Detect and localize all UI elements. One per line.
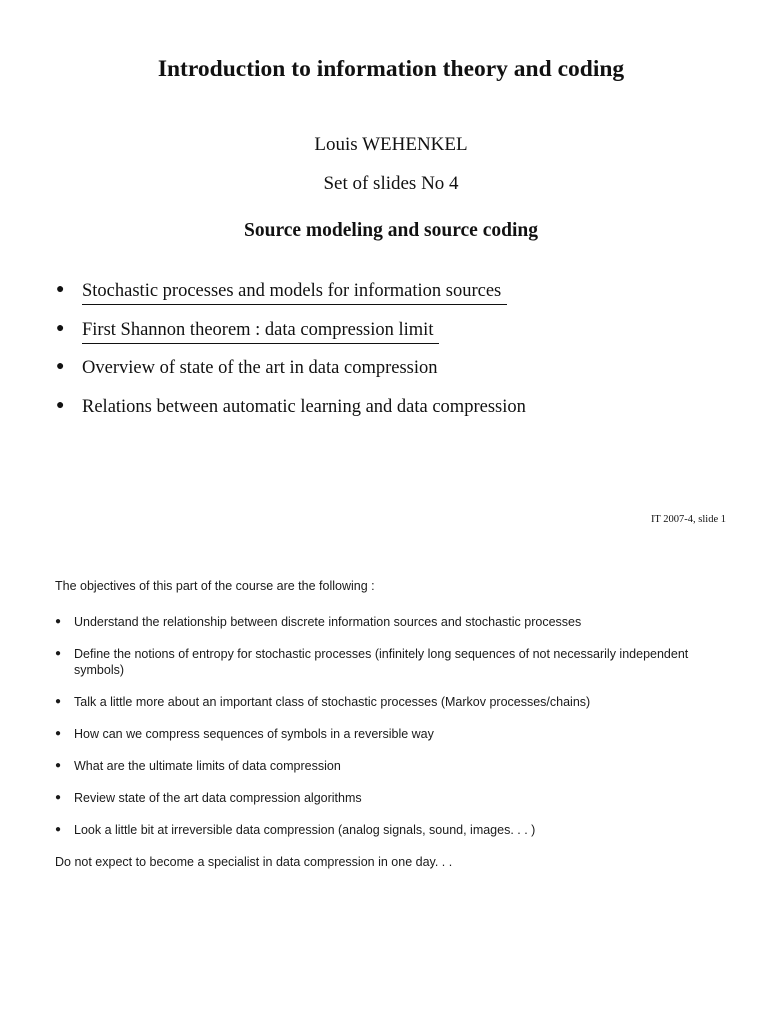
bullet-dot-icon: ●: [56, 359, 65, 374]
notes-list-item: [55, 726, 735, 742]
notes-list-item: [55, 646, 735, 678]
notes-item-text: Talk a little more about an important class of stochastic processes (Markov processes/chains): [74, 695, 591, 709]
slide-bullet-text: First Shannon theorem : data compression limit: [82, 318, 439, 344]
bullet-dot-icon: ●: [55, 728, 62, 739]
speaker-notes: [55, 578, 735, 870]
notes-list-item: [55, 790, 735, 806]
notes-outro: Do not expect to become a specialist in data compression in one day. . .: [55, 855, 453, 869]
notes-item-text: Define the notions of entropy for stochastic processes (infinitely long sequences of not necessarily independent symbols): [74, 647, 689, 677]
notes-list: [55, 614, 735, 838]
notes-item-text: Review state of the art data compression algorithms: [74, 791, 362, 805]
notes-list-item: [55, 758, 735, 774]
bullet-dot-icon: ●: [55, 648, 62, 659]
slide-bullet-text: Overview of state of the art in data compression: [82, 358, 438, 378]
notes-intro: The objectives of this part of the course are the following :: [55, 579, 375, 593]
bullet-dot-icon: ●: [55, 616, 62, 627]
bullet-dot-icon: ●: [55, 696, 62, 707]
slide-title: Introduction to information theory and coding: [157, 56, 625, 82]
notes-list-item: [55, 694, 735, 710]
slide-subtitle: Source modeling and source coding: [244, 220, 538, 241]
slide-footer: IT 2007-4, slide 1: [650, 514, 726, 525]
slide-bullet-text: Relations between automatic learning and data compression: [82, 396, 526, 417]
bullet-dot-icon: ●: [56, 397, 65, 413]
bullet-dot-icon: ●: [55, 824, 62, 835]
notes-item-text: Look a little bit at irreversible data compression (analog signals, sound, images. . . ): [74, 823, 536, 837]
notes-item-text: Understand the relationship between discrete information sources and stochastic processes: [74, 615, 582, 629]
bullet-dot-icon: ●: [55, 792, 62, 803]
notes-list-item: [55, 614, 735, 630]
bullet-dot-icon: ●: [56, 320, 65, 336]
bullet-dot-icon: ●: [56, 282, 65, 297]
author-name: Louis WEHENKEL: [314, 134, 468, 155]
notes-item-text: How can we compress sequences of symbols in a reversible way: [74, 727, 434, 741]
slide-set-label: Set of slides No 4: [323, 173, 459, 194]
slide-bullet-text: Stochastic processes and models for information sources: [82, 279, 507, 305]
notes-item-text: What are the ultimate limits of data compression: [74, 759, 341, 773]
bullet-dot-icon: ●: [55, 760, 62, 771]
notes-list-item: [55, 822, 735, 838]
